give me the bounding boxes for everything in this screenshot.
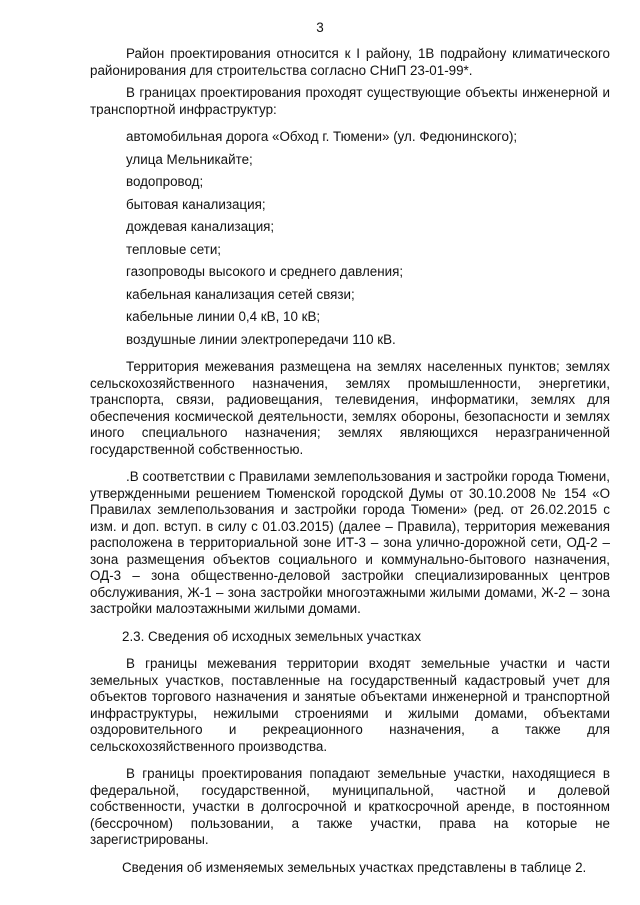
list-item: газопроводы высокого и среднего давления; [126, 264, 404, 279]
paragraph-land-plots: В границы межевания территории входят земельные участки и части земельных участков, поставленные на государственный кадастровый учет для объектов торгового назначения и занятые объектами инженерной и транспортной инфраструктуры, нежилыми строениями и жилыми домами, объектами оздоровительного и рекреационного назначения, а также для сельскохозяйственного производства. [90, 656, 610, 754]
section-heading: 2.3. Сведения об исходных земельных участках [122, 628, 422, 644]
paragraph-zoning-rules: .В соответствии с Правилами землепользования и застройки города Тюмени, утвержденными решением Тюменской городской Думы от 30.10.2008 № 154 «О Правилах землепользования и застройки города Тюмени» (ред. от 26.02.2015 с изм. и доп. вступ. в силу с 01.03.2015) (далее – Правила), территория межевания расположена в территориальной зоне ИТ-3 – зона улично-дорожной сети, ОД-2 – зона размещения объектов социального и коммунально-бытового назначения, ОД-3 – зона общественно-деловой застройки специализированных центров обслуживания, Ж-1 – зона застройки многоэтажными жилыми домами, Ж-2 – зона застройки малоэтажными жилыми домами. [90, 469, 610, 616]
infrastructure-list [90, 129, 610, 348]
document-body [90, 46, 610, 876]
paragraph-infrastructure-intro: В границах проектирования проходят существующие объекты инженерной и транспортной инфраструктур: [90, 85, 610, 117]
list-item: автомобильная дорога «Обход г. Тюмени» (ул. Федюнинского); [126, 129, 518, 144]
page-number: 3 [316, 20, 324, 35]
list-item: дождевая канализация; [126, 219, 275, 234]
list-item: кабельные линии 0,4 кВ, 10 кВ; [126, 309, 321, 324]
list-item: тепловые сети; [126, 241, 222, 257]
list-item: улица Мельникайте; [126, 151, 253, 167]
list-item: кабельная канализация сетей связи; [126, 286, 355, 302]
list-item: бытовая канализация; [126, 196, 266, 212]
paragraph-ownership: В границы проектирования попадают земельные участки, находящиеся в федеральной, государственной, муниципальной, частной и долевой собственности, участки в долгосрочной и краткосрочной аренде, в постоянном (бессрочном) пользовании, а также участки, права на которые не зарегистрированы. [90, 766, 610, 847]
paragraph-land-categories: Территория межевания размещена на землях населенных пунктов; землях сельскохозяйственного назначения, землях промышленности, энергетики, транспорта, связи, радиовещания, телевидения, информатики, землях для обеспечения космической деятельности, землях обороны, безопасности и землях иного специального назначения; землях являющихся неразграниченной государственной собственностью. [90, 359, 610, 457]
paragraph-climate-zone: Район проектирования относится к I району, 1В подрайону климатического районирования для строительства согласно СНиП 23-01-99*. [90, 46, 610, 78]
list-item: водопровод; [126, 174, 204, 189]
paragraph-table-reference: Сведения об изменяемых земельных участках представлены в таблице 2. [122, 859, 587, 875]
list-item: воздушные линии электропередачи 110 кВ. [126, 331, 396, 347]
